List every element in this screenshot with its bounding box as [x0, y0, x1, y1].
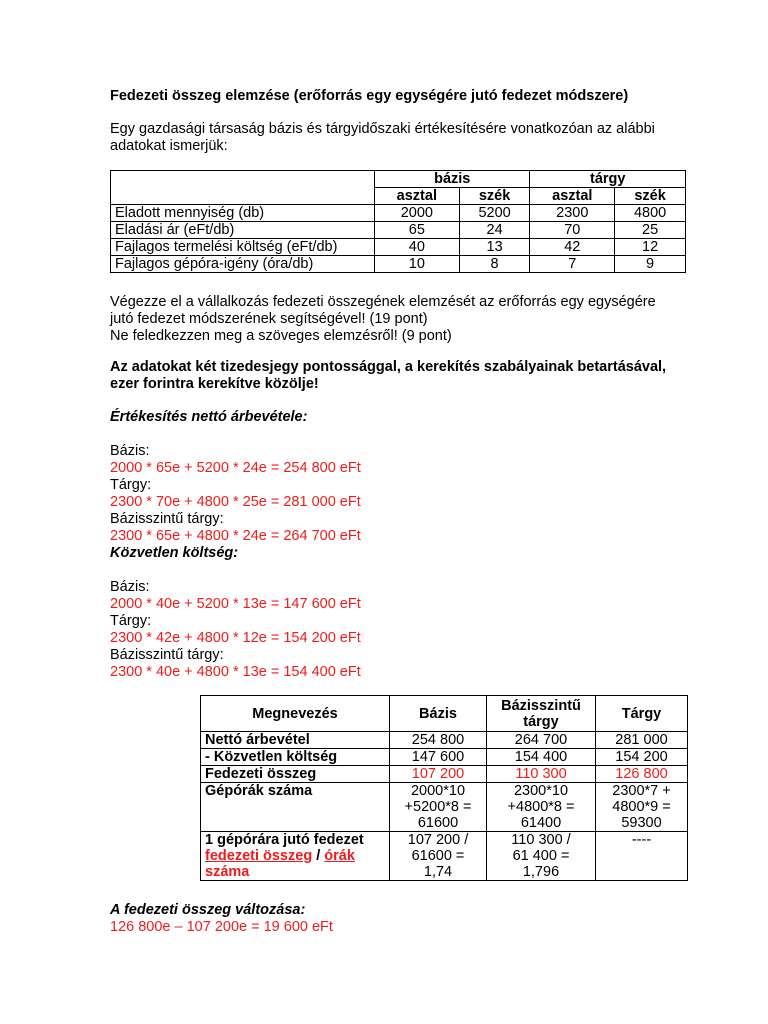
table-row: 1 gépórára jutó fedezet fedezeti összeg / órák száma 107 200 / 61600 = 1,74 110 300 / 61 400 = 1,796 ----	[201, 832, 688, 881]
intro-text: Egy gazdasági társaság bázis és tárgyidőszaki értékesítésére vonatkozóan az alábbi adatokat ismerjük:	[110, 121, 655, 154]
table-row: - Közvetlen költség 147 600 154 400 154 200	[201, 749, 688, 766]
table-row: Eladott mennyiség (db) 2000 5200 2300 4800	[111, 205, 686, 222]
data-table: bázis tárgy asztal szék asztal szék Eladott mennyiség (db) 2000 5200 2300 4800 Eladási ár (eFt/db) 65 24 70 25 Fajlagos termelési költség (eFt/db) 40 13 42 12 Fajlagos gépóra-igény (óra/db) 10 8 7 9	[110, 170, 686, 273]
table-row: Fajlagos termelési költség (eFt/db) 40 13 42 12	[111, 239, 686, 256]
header-targy: tárgy	[530, 171, 686, 188]
change-heading: A fedezeti összeg változása:	[110, 902, 306, 918]
summary-table: Megnevezés Bázis Bázisszintű tárgy Tárgy Nettó árbevétel 254 800 264 700 281 000 - Közvetlen költség 147 600 154 400 154 200 Fedezeti összeg 107 200 110 300 126 800 Gépórák száma 2000*10 +5200*8 = 61600 2300*10 +4800*8 = 61400 2300*7 + 4800*9 = 59300 1 gépórára jutó fedezet fedezeti összeg / órák száma 107 200 / 61600 = 1,74 110 300 / 61 400 = 1,796 ----	[200, 695, 688, 881]
revenue-section: Értékesítés nettó árbevétele: Bázis: 2000 * 65e + 5200 * 24e = 254 800 eFt Tárgy: 2300 * 70e + 4800 * 25e = 281 000 eFt Bázisszintű tárgy: 2300 * 65e + 4800 * 24e = 264 700 eFt Közvetlen költség: Bázis: 2000 * 40e + 5200 * 13e = 147 600 eFt Tárgy: 2300 * 42e + 4800 * 12e = 154 200 eFt Bázisszintű tárgy: 2300 * 40e + 4800 * 13e = 154 400 eFt	[110, 409, 361, 680]
task-text: Végezze el a vállalkozás fedezeti összegének elemzését az erőforrás egy egységére jutó fedezet módszerének segítségével! (19 pont) Ne feledkezzen meg a szöveges elemzésről! (9 pont)	[110, 294, 656, 344]
table-row: Nettó árbevétel 254 800 264 700 281 000	[201, 732, 688, 749]
table-row: Fajlagos gépóra-igény (óra/db) 10 8 7 9	[111, 256, 686, 273]
table-row: Gépórák száma 2000*10 +5200*8 = 61600 2300*10 +4800*8 = 61400 2300*7 + 4800*9 = 59300	[201, 783, 688, 832]
change-section: A fedezeti összeg változása: 126 800e – 107 200e = 19 600 eFt	[110, 902, 333, 935]
table-row: Fedezeti összeg 107 200 110 300 126 800	[201, 766, 688, 783]
table-row: Eladási ár (eFt/db) 65 24 70 25	[111, 222, 686, 239]
revenue-heading: Értékesítés nettó árbevétele:	[110, 409, 308, 425]
page-title: Fedezeti összeg elemzése (erőforrás egy egységére jutó fedezet módszere)	[110, 88, 629, 104]
header-bazis: bázis	[375, 171, 530, 188]
instruction-text: Az adatokat két tizedesjegy pontossággal, a kerekítés szabályainak betartásával, ezer forintra kerekítve közölje!	[110, 359, 667, 392]
cost-heading: Közvetlen költség:	[110, 545, 239, 561]
